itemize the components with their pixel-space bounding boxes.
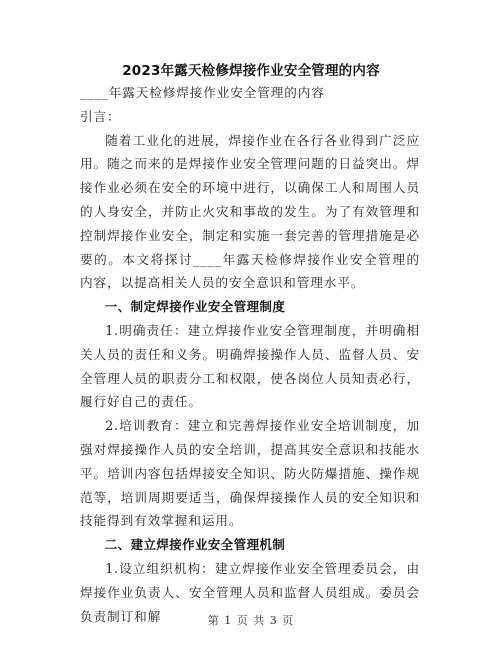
- document-title: 2023年露天检修焊接作业安全管理的内容: [122, 63, 380, 79]
- section1-item-training: 2.培训教育：建立和完善焊接作业安全培训制度，加强对焊接操作人员的安全培训，提高其安全意识和技能水平。培训内容包括焊接安全知识、防火防爆措施、操作规范等，培训周期要适当，确保焊接操作人员的安全知识和技能得到有效掌握和运用。: [80, 418, 420, 529]
- intro-paragraph: 随着工业化的进展，焊接作业在各行各业得到广泛应用。随之而来的是焊接作业安全管理问题的日益突出。焊接作业必须在安全的环境中进行，以确保工人和周围人员的人身安全，并防止火灾和事故的发生。为了有效管理和控制焊接作业安全，制定和实施一套完善的管理措施是必要的。本文将探讨____年露天检修焊接作业安全管理的内容，以提高相关人员的安全意识和管理水平。: [80, 132, 420, 291]
- section-heading-2: 二、建立焊接作业安全管理机制: [104, 537, 286, 553]
- section2-item-organization: 1.设立组织机构：建立焊接作业安全管理委员会，由焊接作业负责人、安全管理人员和监督人员组成。委员会负责制订和解: [80, 560, 420, 624]
- section-heading-1: 一、制定焊接作业安全管理制度: [104, 299, 286, 315]
- intro-label: 引言：: [80, 108, 121, 124]
- section1-item-responsibility: 1.明确责任：建立焊接作业安全管理制度，并明确相关人员的责任和义务。明确焊接操作人员、监督人员、安全管理人员的职责分工和权限，使各岗位人员知责必行，履行好自己的责任。: [80, 322, 420, 410]
- page-indicator: 第 1 页 共 3 页: [207, 614, 295, 627]
- document-subtitle: ____年露天检修焊接作业安全管理的内容: [80, 85, 325, 100]
- document-body: [80, 81, 420, 628]
